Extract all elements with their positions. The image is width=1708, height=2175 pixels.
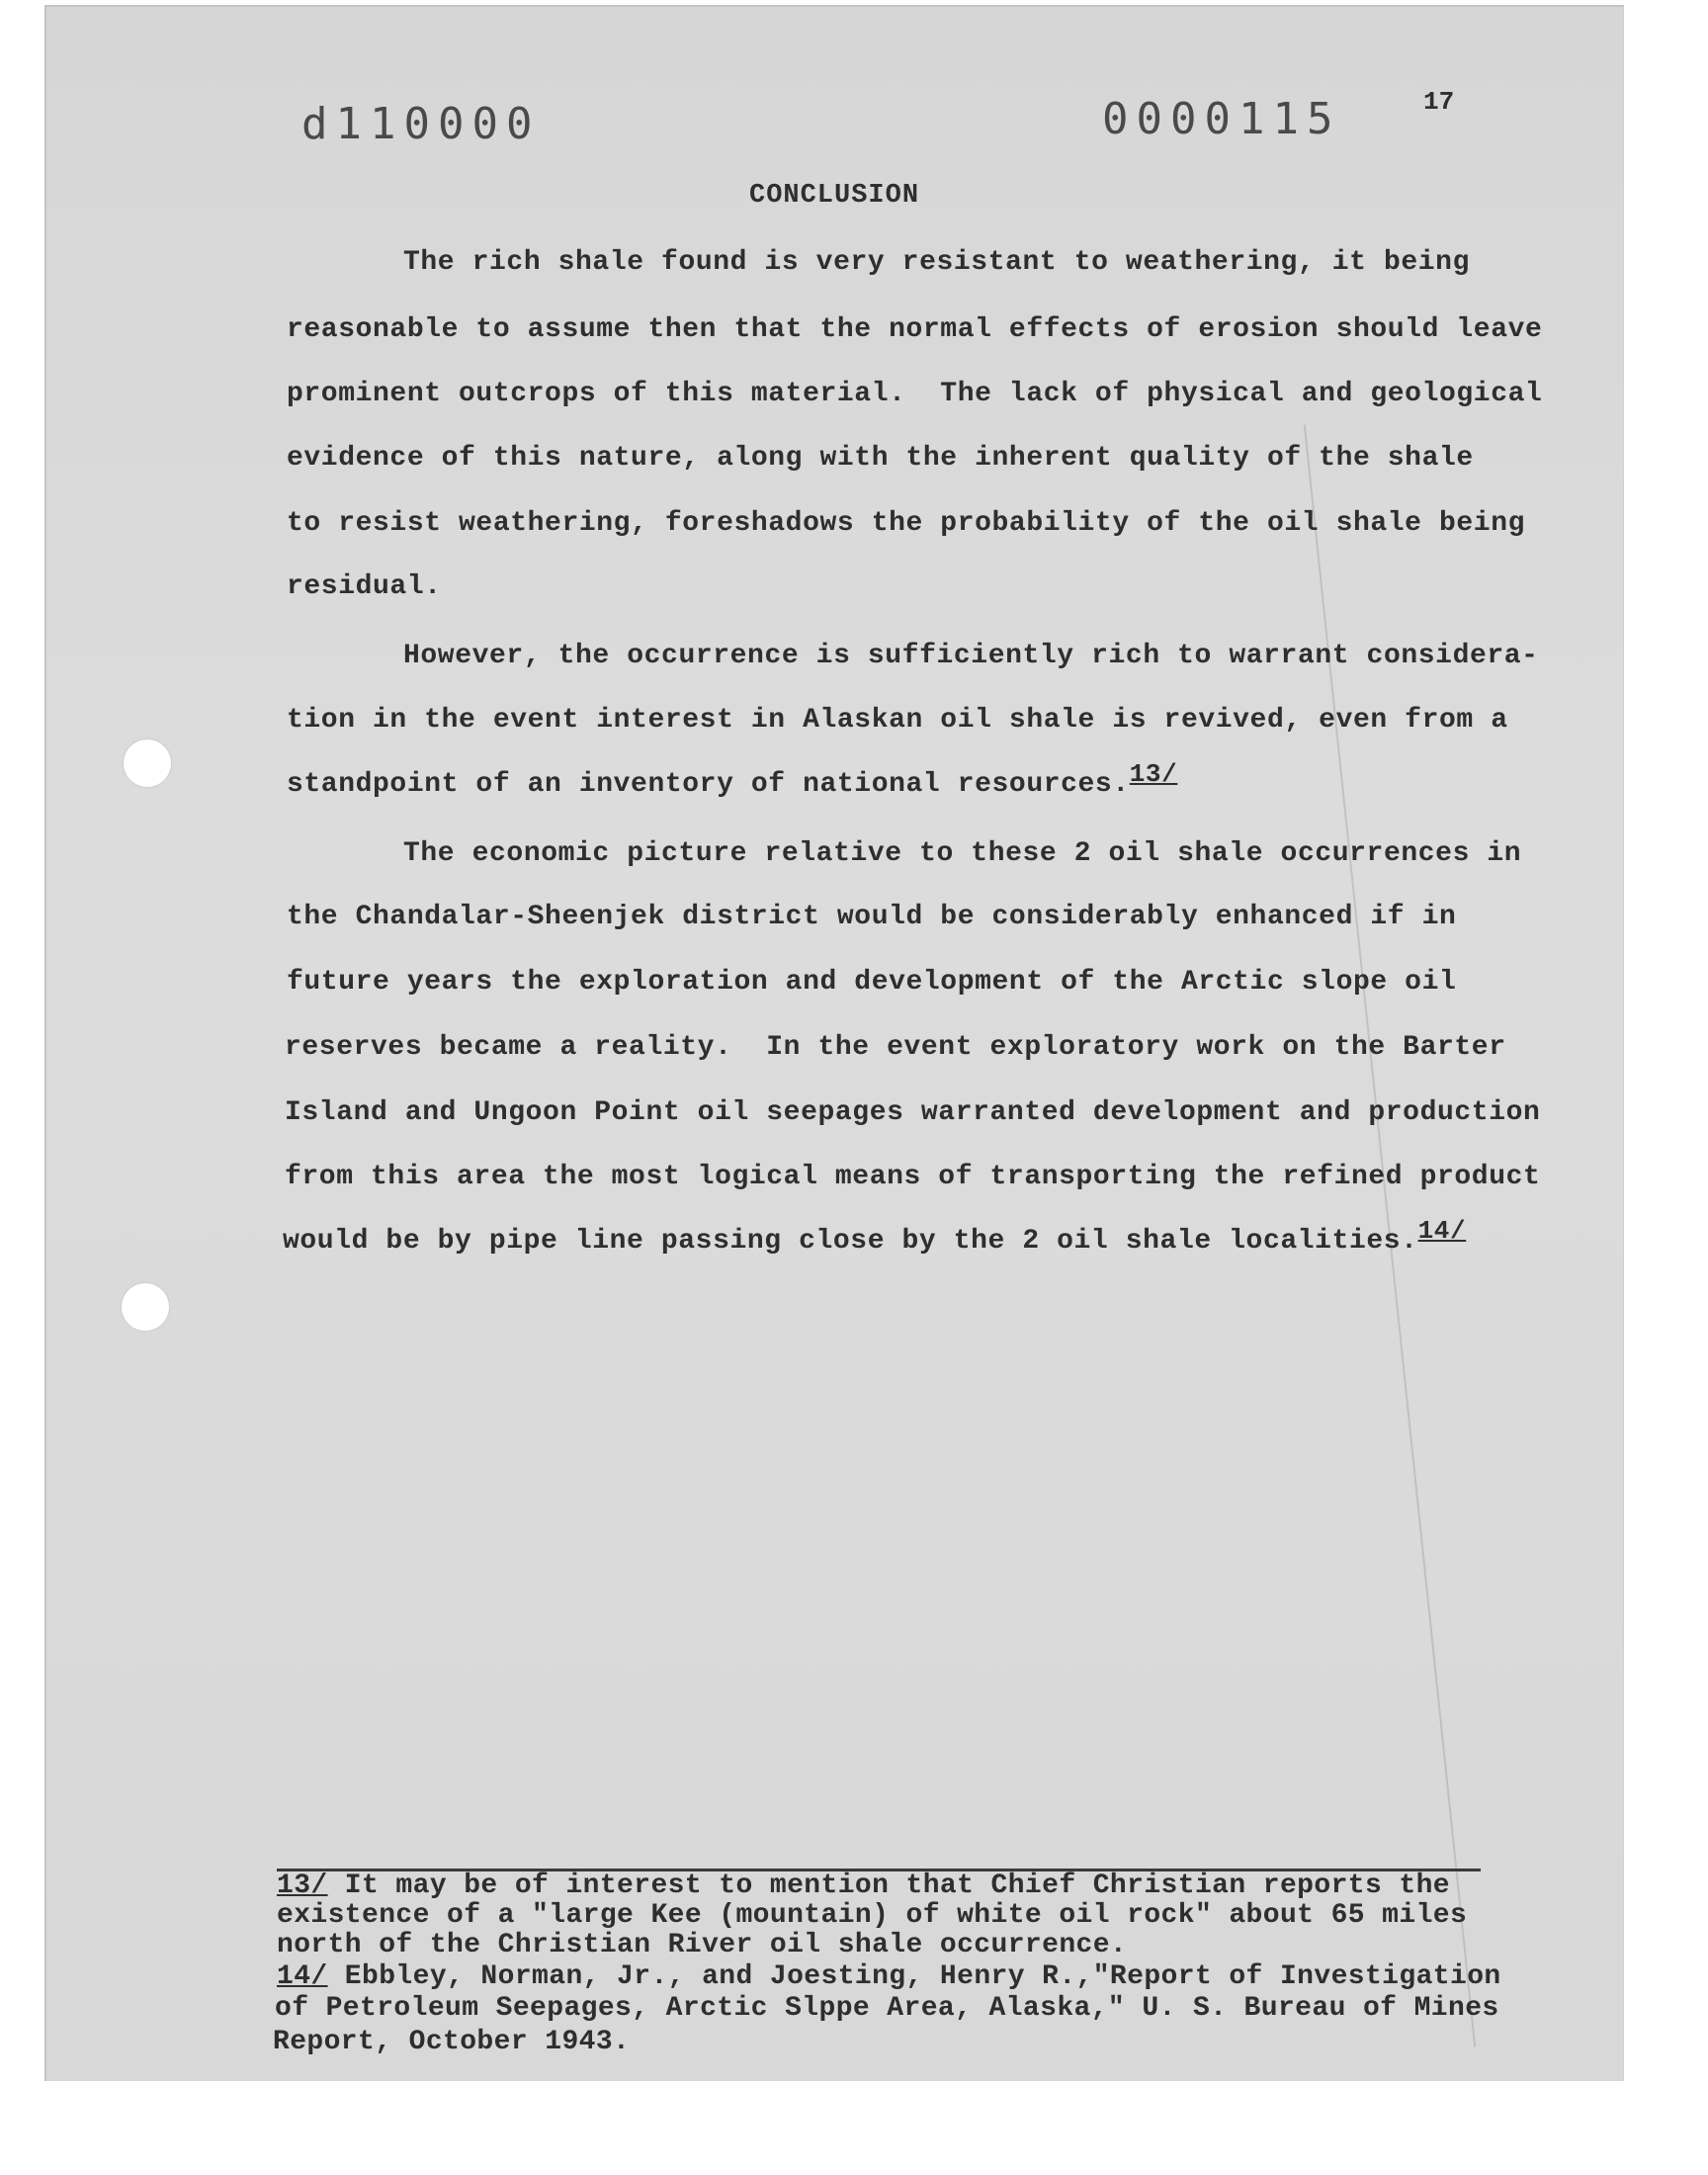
paragraph-1-line-2: reasonable to assume then that the normal effects of erosion should leave [287, 314, 1543, 345]
footnote-14-line-1 [277, 1961, 1501, 1992]
punch-hole-bottom [122, 1283, 169, 1331]
paragraph-2-line-3 [287, 759, 1178, 800]
paragraph-1-line-3: prominent outcrops of this material. The lack of physical and geological [287, 379, 1543, 409]
stamp-right: 0000115 [1102, 94, 1341, 144]
stamp-left: d110000 [301, 99, 541, 149]
paragraph-2-line-2: tion in the event interest in Alaskan oil shale is revived, even from a [287, 705, 1508, 736]
paragraph-3-line-5: Island and Ungoon Point oil seepages warranted development and production [285, 1097, 1541, 1128]
punch-hole-top [124, 740, 171, 787]
footnote-14-marker: 14/ [277, 1961, 328, 1992]
section-heading: CONCLUSION [749, 181, 920, 211]
footnote-ref-13: 13/ [1129, 759, 1178, 789]
paragraph-3-line-1: The economic picture relative to these 2 oil shale occurrences in [403, 838, 1522, 869]
page-number: 17 [1423, 87, 1455, 117]
footnote-ref-14: 14/ [1417, 1216, 1467, 1246]
paragraph-1-line-5: to resist weathering, foreshadows the probability of the oil shale being [287, 508, 1525, 539]
footnote-14-line-2: of Petroleum Seepages, Arctic Slppe Area, Alaska," U. S. Bureau of Mines [275, 1993, 1499, 2024]
paragraph-1-line-1: The rich shale found is very resistant to weathering, it being [403, 247, 1470, 278]
footnote-13-text-1: It may be of interest to mention that Chief Christian reports the [327, 1870, 1450, 1901]
paragraph-3-line-7 [283, 1216, 1467, 1257]
footnote-14-line-3: Report, October 1943. [273, 2027, 631, 2057]
paragraph-3-line-6: from this area the most logical means of transporting the refined product [285, 1162, 1541, 1192]
paragraph-1-line-6: residual. [287, 571, 442, 602]
footnote-13-marker: 13/ [277, 1870, 328, 1901]
footnote-13-line-2: existence of a "large Kee (mountain) of white oil rock" about 65 miles [277, 1900, 1468, 1931]
paragraph-2-line-3-text: standpoint of an inventory of national resources. [287, 769, 1130, 800]
paragraph-3-line-7-text: would be by pipe line passing close by the 2 oil shale localities. [283, 1226, 1418, 1257]
paragraph-1-line-4: evidence of this nature, along with the inherent quality of the shale [287, 443, 1474, 474]
footnote-13-line-3: north of the Christian River oil shale occurrence. [277, 1930, 1128, 1960]
footnote-14-text-1: Ebbley, Norman, Jr., and Joesting, Henry R.,"Report of Investigation [327, 1961, 1501, 1992]
paragraph-3-line-2: the Chandalar-Sheenjek district would be considerably enhanced if in [287, 902, 1457, 932]
footnote-13-line-1 [277, 1870, 1450, 1901]
paragraph-3-line-4: reserves became a reality. In the event exploratory work on the Barter [285, 1032, 1506, 1063]
paragraph-2-line-1: However, the occurrence is sufficiently rich to warrant considera- [403, 641, 1539, 671]
paragraph-3-line-3: future years the exploration and development of the Arctic slope oil [287, 967, 1457, 998]
